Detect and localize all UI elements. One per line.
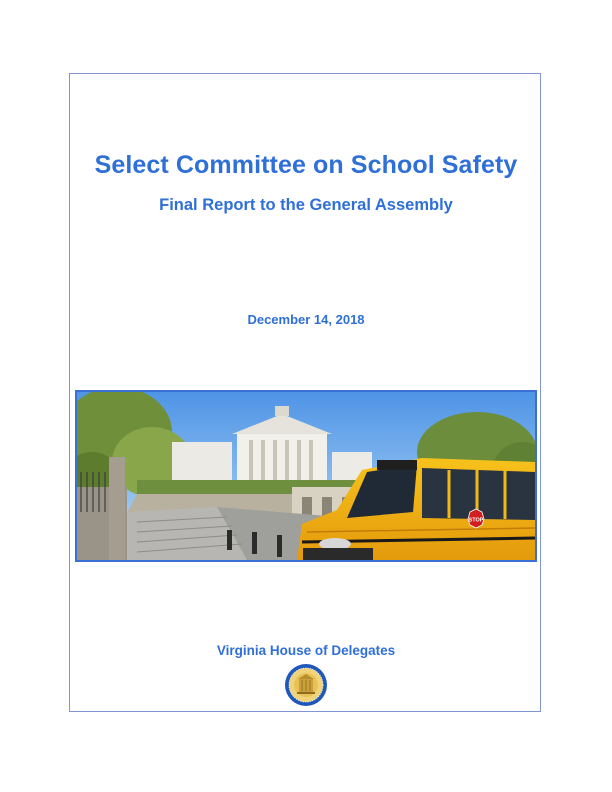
stop-sign-label: STOP: [468, 517, 484, 524]
report-date: December 14, 2018: [247, 312, 365, 327]
cover-photo-capitol-school-bus: [75, 390, 537, 562]
house-of-delegates-seal-icon: [284, 663, 328, 707]
capitol-and-school-bus-illustration: [77, 392, 535, 560]
organization-name: Virginia House of Delegates: [216, 643, 396, 658]
report-title: Select Committee on School Safety: [94, 151, 518, 179]
report-subtitle: Final Report to the General Assembly: [159, 196, 453, 214]
